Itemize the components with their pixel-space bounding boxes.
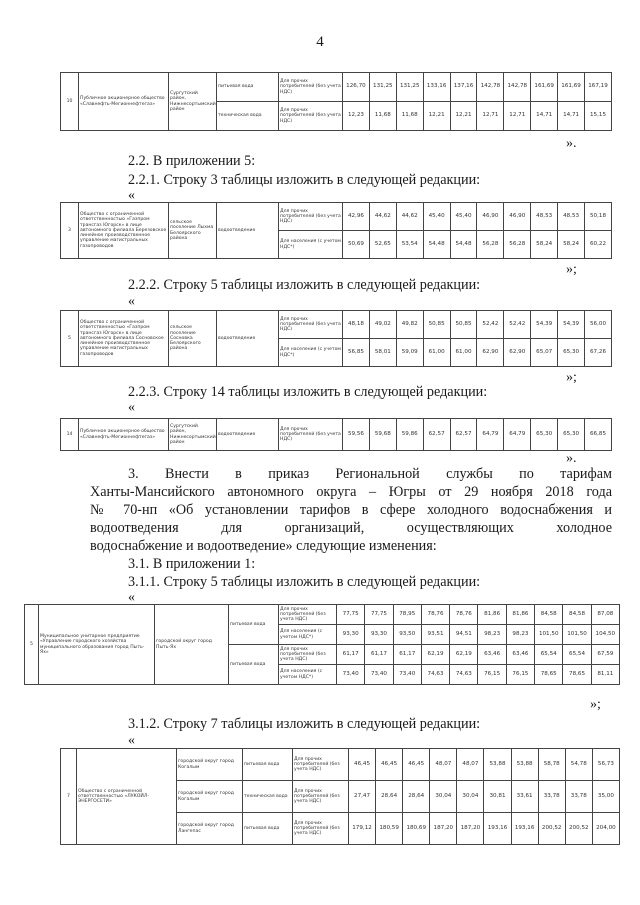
value-cell: 30,81 <box>484 781 511 813</box>
value-cell: 73,40 <box>393 665 421 685</box>
consumer-cell: Для населения (с учетом НДС*) <box>279 231 343 259</box>
value-cell: 61,17 <box>365 645 393 665</box>
opening-quote: « <box>128 294 135 309</box>
consumer-cell: Для прочих потребителей (без учета НДС) <box>279 203 343 231</box>
tariff-type-cell: водоотведение <box>217 419 279 451</box>
value-cell: 12,21 <box>450 102 477 131</box>
row-number: 14 <box>61 419 79 451</box>
consumer-cell: Для населения (с учетом НДС*) <box>279 665 337 685</box>
value-cell: 53,88 <box>484 749 511 781</box>
value-cell: 50,85 <box>450 311 477 339</box>
value-cell: 49,82 <box>396 311 423 339</box>
tariff-type-cell: водоотведение <box>217 311 279 367</box>
value-cell: 61,00 <box>423 339 450 367</box>
value-cell: 61,17 <box>393 645 421 665</box>
value-cell: 50,18 <box>585 203 612 231</box>
value-cell: 52,42 <box>504 311 531 339</box>
tariff-type-cell: питьевая вода <box>243 749 293 781</box>
value-cell: 11,68 <box>369 102 396 131</box>
value-cell: 65,54 <box>563 645 591 665</box>
value-cell: 12,23 <box>343 102 370 131</box>
heading-3-1-2: 3.1.2. Строку 7 таблицы изложить в следующей редакции: <box>128 716 481 732</box>
value-cell: 48,53 <box>558 203 585 231</box>
value-cell: 133,16 <box>423 73 450 102</box>
value-cell: 78,95 <box>393 605 421 625</box>
value-cell: 93,30 <box>337 625 365 645</box>
value-cell: 53,54 <box>396 231 423 259</box>
value-cell: 33,78 <box>538 781 565 813</box>
value-cell: 64,79 <box>504 419 531 451</box>
table-row <box>61 749 620 781</box>
closing-quote: »; <box>590 697 601 712</box>
value-cell: 131,25 <box>369 73 396 102</box>
paragraph-3-line-1: 3. Внести в приказ Региональной службы по тарифам <box>128 466 612 482</box>
paragraph-3-line-5: водоснабжение и водоотведение» следующие изменения: <box>90 538 437 554</box>
value-cell: 58,78 <box>538 749 565 781</box>
paragraph-3-line-3: № 70-нп «Об установлении тарифов в сфере холодного водоснабжения и <box>90 502 612 518</box>
consumer-cell: Для прочих потребителей (без учета НДС) <box>279 73 343 102</box>
heading-2-2: 2.2. В приложении 5: <box>128 153 256 169</box>
value-cell: 59,56 <box>343 419 370 451</box>
value-cell: 56,28 <box>477 231 504 259</box>
value-cell: 73,40 <box>365 665 393 685</box>
value-cell: 56,85 <box>343 339 370 367</box>
value-cell: 50,85 <box>423 311 450 339</box>
row-number: 3 <box>61 203 79 259</box>
row-number: 5 <box>25 605 39 685</box>
value-cell: 74,63 <box>421 665 449 685</box>
consumer-cell: Для прочих потребителей (без учета НДС) <box>293 749 349 781</box>
value-cell: 54,39 <box>531 311 558 339</box>
value-cell: 42,96 <box>343 203 370 231</box>
value-cell: 180,59 <box>376 813 403 845</box>
value-cell: 200,52 <box>538 813 565 845</box>
value-cell: 126,70 <box>343 73 370 102</box>
value-cell: 56,73 <box>592 749 619 781</box>
organization-cell: Общество с ограниченной ответственностью «ЛУКОЙЛ-ЭНЕРГОСЕТИ» <box>77 749 177 845</box>
heading-2-2-2: 2.2.2. Строку 5 таблицы изложить в следующей редакции: <box>128 277 481 293</box>
organization-cell: Публичное акционерное общество «Славнефть-Мегионнефтегаз» <box>79 73 169 131</box>
value-cell: 54,39 <box>558 311 585 339</box>
page-number: 4 <box>316 34 324 50</box>
value-cell: 62,90 <box>477 339 504 367</box>
value-cell: 193,16 <box>511 813 538 845</box>
table-2-2-3 <box>60 418 612 451</box>
value-cell: 81,86 <box>506 605 534 625</box>
value-cell: 65,54 <box>535 645 563 665</box>
closing-quote: »; <box>566 262 577 277</box>
territory-cell: городской округ город Пыть-Ях <box>155 605 229 685</box>
value-cell: 46,90 <box>477 203 504 231</box>
value-cell: 46,45 <box>403 749 430 781</box>
value-cell: 48,07 <box>430 749 457 781</box>
opening-quote: « <box>128 400 135 415</box>
consumer-cell: Для прочих потребителей (без учета НДС) <box>279 102 343 131</box>
value-cell: 62,19 <box>421 645 449 665</box>
value-cell: 58,24 <box>531 231 558 259</box>
value-cell: 137,16 <box>450 73 477 102</box>
value-cell: 65,30 <box>558 339 585 367</box>
table-3-1-2 <box>60 748 620 845</box>
value-cell: 93,30 <box>365 625 393 645</box>
row-number: 7 <box>61 749 77 845</box>
value-cell: 14,71 <box>531 102 558 131</box>
organization-cell: Общество с ограниченной ответственностью «Газпром трансгаз Югорск» в лице автономного филиала Березовское линейное производственное управление магистральных газопроводов <box>79 203 169 259</box>
organization-cell: Публичное акционерное общество «Славнефть-Мегионнефтегаз» <box>79 419 169 451</box>
value-cell: 73,40 <box>337 665 365 685</box>
value-cell: 81,11 <box>591 665 619 685</box>
value-cell: 15,15 <box>585 102 612 131</box>
value-cell: 45,40 <box>450 203 477 231</box>
table-top <box>60 72 612 131</box>
value-cell: 50,69 <box>343 231 370 259</box>
value-cell: 12,71 <box>504 102 531 131</box>
paragraph-3-line-4: водоотведения для организаций, осуществляющих холодное <box>90 520 612 536</box>
heading-3-1-1: 3.1.1. Строку 5 таблицы изложить в следующей редакции: <box>128 574 481 590</box>
closing-quote: ». <box>566 136 577 151</box>
value-cell: 11,68 <box>396 102 423 131</box>
value-cell: 187,20 <box>430 813 457 845</box>
value-cell: 65,30 <box>531 419 558 451</box>
territory-cell: Сургутский район, Нижнесортымский район <box>169 73 217 131</box>
territory-cell: сельское поселение Лыхма Белоярского района <box>169 203 217 259</box>
value-cell: 35,00 <box>592 781 619 813</box>
value-cell: 84,58 <box>563 605 591 625</box>
value-cell: 46,90 <box>504 203 531 231</box>
territory-cell: городской округ город Лангепас <box>177 813 243 845</box>
value-cell: 33,78 <box>565 781 592 813</box>
consumer-cell: Для прочих потребителей (без учета НДС) <box>279 645 337 665</box>
value-cell: 76,15 <box>478 665 506 685</box>
value-cell: 30,04 <box>430 781 457 813</box>
heading-2-2-3: 2.2.3. Строку 14 таблицы изложить в следующей редакции: <box>128 384 488 400</box>
territory-cell: сельское поселение Сосновка Белоярского района <box>169 311 217 367</box>
table-2-2-2 <box>60 310 612 367</box>
value-cell: 14,71 <box>558 102 585 131</box>
value-cell: 67,26 <box>585 339 612 367</box>
value-cell: 93,51 <box>421 625 449 645</box>
table-row <box>61 73 612 102</box>
consumer-cell: Для населения (с учетом НДС*) <box>279 625 337 645</box>
value-cell: 61,17 <box>337 645 365 665</box>
paragraph-3-line-2: Ханты-Мансийского автономного округа – Югры от 29 ноября 2018 года <box>90 484 612 500</box>
value-cell: 62,57 <box>450 419 477 451</box>
value-cell: 12,71 <box>477 102 504 131</box>
consumer-cell: Для населения (с учетом НДС*) <box>279 339 343 367</box>
table-row <box>25 605 620 625</box>
value-cell: 78,76 <box>450 605 478 625</box>
value-cell: 59,09 <box>396 339 423 367</box>
value-cell: 33,61 <box>511 781 538 813</box>
value-cell: 65,30 <box>558 419 585 451</box>
heading-2-2-1: 2.2.1. Строку 3 таблицы изложить в следующей редакции: <box>128 172 481 188</box>
value-cell: 52,42 <box>477 311 504 339</box>
consumer-cell: Для прочих потребителей (без учета НДС) <box>279 605 337 625</box>
consumer-cell: Для прочих потребителей (без учета НДС) <box>279 311 343 339</box>
value-cell: 12,21 <box>423 102 450 131</box>
tariff-type-cell: питьевая вода <box>217 73 279 102</box>
closing-quote: »; <box>566 370 577 385</box>
table-row <box>61 203 612 231</box>
value-cell: 48,18 <box>343 311 370 339</box>
value-cell: 204,00 <box>592 813 619 845</box>
opening-quote: « <box>128 188 135 203</box>
value-cell: 187,20 <box>457 813 484 845</box>
value-cell: 46,45 <box>376 749 403 781</box>
value-cell: 53,88 <box>511 749 538 781</box>
value-cell: 44,62 <box>369 203 396 231</box>
value-cell: 93,50 <box>393 625 421 645</box>
value-cell: 142,78 <box>504 73 531 102</box>
territory-cell: городской округ город Когалым <box>177 781 243 813</box>
value-cell: 45,40 <box>423 203 450 231</box>
tariff-type-cell: питьевая вода <box>229 605 279 645</box>
value-cell: 28,64 <box>403 781 430 813</box>
value-cell: 27,47 <box>349 781 376 813</box>
value-cell: 44,62 <box>396 203 423 231</box>
value-cell: 84,58 <box>535 605 563 625</box>
value-cell: 49,02 <box>369 311 396 339</box>
value-cell: 98,23 <box>506 625 534 645</box>
value-cell: 61,00 <box>450 339 477 367</box>
value-cell: 63,46 <box>478 645 506 665</box>
value-cell: 62,19 <box>450 645 478 665</box>
value-cell: 48,53 <box>531 203 558 231</box>
value-cell: 101,50 <box>563 625 591 645</box>
value-cell: 87,08 <box>591 605 619 625</box>
value-cell: 58,24 <box>558 231 585 259</box>
value-cell: 161,69 <box>558 73 585 102</box>
value-cell: 28,64 <box>376 781 403 813</box>
organization-cell: Общество с ограниченной ответственностью «Газпром трансгаз Югорск» в лице автономного филиала Сосновское линейное производственное управление магистральных газопроводов <box>79 311 169 367</box>
tariff-type-cell: водоотведение <box>217 203 279 259</box>
value-cell: 59,68 <box>369 419 396 451</box>
value-cell: 62,57 <box>423 419 450 451</box>
value-cell: 77,75 <box>337 605 365 625</box>
value-cell: 59,86 <box>396 419 423 451</box>
value-cell: 167,19 <box>585 73 612 102</box>
consumer-cell: Для прочих потребителей (без учета НДС) <box>293 781 349 813</box>
table-3-1-1 <box>24 604 620 685</box>
value-cell: 81,86 <box>478 605 506 625</box>
value-cell: 104,50 <box>591 625 619 645</box>
value-cell: 78,65 <box>535 665 563 685</box>
value-cell: 54,48 <box>450 231 477 259</box>
value-cell: 161,69 <box>531 73 558 102</box>
value-cell: 64,79 <box>477 419 504 451</box>
value-cell: 98,23 <box>478 625 506 645</box>
opening-quote: « <box>128 733 135 748</box>
value-cell: 56,00 <box>585 311 612 339</box>
value-cell: 142,78 <box>477 73 504 102</box>
value-cell: 48,07 <box>457 749 484 781</box>
value-cell: 94,51 <box>450 625 478 645</box>
consumer-cell: Для прочих потребителей (без учета НДС) <box>293 813 349 845</box>
value-cell: 78,65 <box>563 665 591 685</box>
value-cell: 77,75 <box>365 605 393 625</box>
value-cell: 62,90 <box>504 339 531 367</box>
tariff-type-cell: техническая вода <box>217 102 279 131</box>
value-cell: 54,78 <box>565 749 592 781</box>
organization-cell: Муниципальное унитарное предприятие «Управление городского хозяйства муниципального образования город Пыть-Ях» <box>39 605 155 685</box>
value-cell: 65,07 <box>531 339 558 367</box>
value-cell: 101,50 <box>535 625 563 645</box>
heading-3-1: 3.1. В приложении 1: <box>128 556 256 572</box>
value-cell: 66,85 <box>585 419 612 451</box>
table-row <box>61 311 612 339</box>
table-2-2-1 <box>60 202 612 259</box>
tariff-type-cell: техническая вода <box>243 781 293 813</box>
closing-quote: ». <box>566 451 577 466</box>
opening-quote: « <box>128 590 135 605</box>
value-cell: 200,52 <box>565 813 592 845</box>
value-cell: 78,76 <box>421 605 449 625</box>
value-cell: 67,59 <box>591 645 619 665</box>
value-cell: 54,48 <box>423 231 450 259</box>
value-cell: 193,16 <box>484 813 511 845</box>
territory-cell: городской округ город Когалым <box>177 749 243 781</box>
tariff-type-cell: питьевая вода <box>243 813 293 845</box>
value-cell: 56,28 <box>504 231 531 259</box>
value-cell: 131,25 <box>396 73 423 102</box>
value-cell: 30,04 <box>457 781 484 813</box>
table-row <box>61 419 612 451</box>
value-cell: 63,46 <box>506 645 534 665</box>
value-cell: 60,22 <box>585 231 612 259</box>
value-cell: 52,65 <box>369 231 396 259</box>
value-cell: 179,12 <box>349 813 376 845</box>
tariff-type-cell: питьевая вода <box>229 645 279 685</box>
row-number: 5 <box>61 311 79 367</box>
row-number: 10 <box>61 73 79 131</box>
consumer-cell: Для прочих потребителей (без учета НДС) <box>279 419 343 451</box>
value-cell: 180,69 <box>403 813 430 845</box>
value-cell: 46,45 <box>349 749 376 781</box>
territory-cell: Сургутский район, Нижнесортымский район <box>169 419 217 451</box>
value-cell: 76,15 <box>506 665 534 685</box>
value-cell: 58,01 <box>369 339 396 367</box>
value-cell: 74,63 <box>450 665 478 685</box>
